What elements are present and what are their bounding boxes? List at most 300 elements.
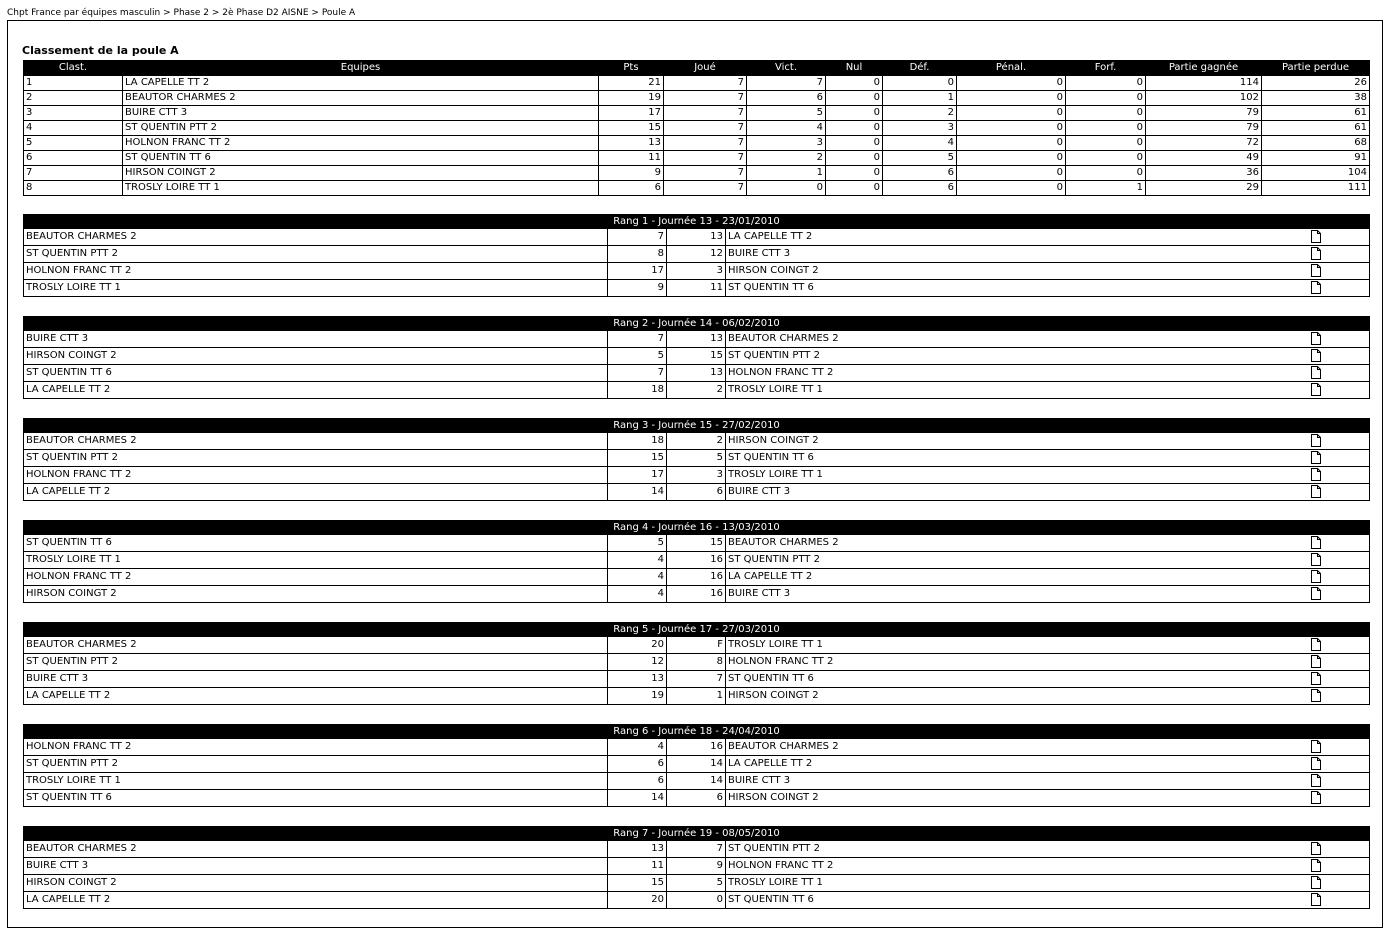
home-team[interactable]: ST QUENTIN TT 6 bbox=[24, 790, 608, 807]
document-icon[interactable] bbox=[1311, 655, 1321, 668]
round-table bbox=[23, 520, 1370, 603]
match-row bbox=[24, 484, 1370, 501]
home-team[interactable]: BEAUTOR CHARMES 2 bbox=[24, 229, 608, 246]
cell-wins: 2 bbox=[747, 151, 826, 166]
table-row bbox=[24, 106, 1370, 121]
cell-penalties: 0 bbox=[957, 106, 1066, 121]
away-score: 16 bbox=[667, 569, 726, 586]
home-score: 4 bbox=[608, 552, 667, 569]
home-team[interactable]: BUIRE CTT 3 bbox=[24, 858, 608, 875]
round-title: Rang 2 - Journée 14 - 06/02/2010 bbox=[24, 317, 1370, 331]
document-icon[interactable] bbox=[1311, 672, 1321, 685]
cell-forfeits: 0 bbox=[1066, 76, 1146, 91]
home-team[interactable]: HOLNON FRANC TT 2 bbox=[24, 739, 608, 756]
cell-penalties: 0 bbox=[957, 76, 1066, 91]
cell-sets-won: 79 bbox=[1146, 106, 1262, 121]
match-sheet-link[interactable] bbox=[1308, 739, 1370, 756]
away-score: 11 bbox=[667, 280, 726, 297]
match-sheet-link[interactable] bbox=[1308, 484, 1370, 501]
document-icon[interactable] bbox=[1311, 281, 1321, 294]
away-score: 5 bbox=[667, 875, 726, 892]
document-icon[interactable] bbox=[1311, 587, 1321, 600]
header-sets-lost: Partie perdue bbox=[1262, 61, 1370, 76]
document-icon[interactable] bbox=[1311, 740, 1321, 753]
cell-played: 7 bbox=[664, 121, 747, 136]
away-team[interactable]: LA CAPELLE TT 2 bbox=[726, 569, 1308, 586]
header-forfeits: Forf. bbox=[1066, 61, 1146, 76]
away-score: 8 bbox=[667, 654, 726, 671]
home-team[interactable]: BEAUTOR CHARMES 2 bbox=[24, 841, 608, 858]
away-team[interactable]: ST QUENTIN TT 6 bbox=[726, 892, 1308, 909]
match-row bbox=[24, 892, 1370, 909]
match-row bbox=[24, 263, 1370, 280]
cell-points: 17 bbox=[599, 106, 664, 121]
home-score: 11 bbox=[608, 858, 667, 875]
cell-team[interactable]: HOLNON FRANC TT 2 bbox=[123, 136, 599, 151]
cell-team[interactable]: LA CAPELLE TT 2 bbox=[123, 76, 599, 91]
cell-losses: 6 bbox=[883, 166, 957, 181]
document-icon[interactable] bbox=[1311, 757, 1321, 770]
header-penalties: Pénal. bbox=[957, 61, 1066, 76]
match-row bbox=[24, 756, 1370, 773]
match-sheet-link[interactable] bbox=[1308, 467, 1370, 484]
home-score: 15 bbox=[608, 875, 667, 892]
away-score: 0 bbox=[667, 892, 726, 909]
away-score: 16 bbox=[667, 739, 726, 756]
cell-draws: 0 bbox=[826, 166, 883, 181]
away-score: 16 bbox=[667, 552, 726, 569]
away-score: 13 bbox=[667, 229, 726, 246]
breadcrumb[interactable]: Chpt France par équipes masculin > Phase 2 > 2è Phase D2 AISNE > Poule A bbox=[7, 8, 356, 18]
cell-draws: 0 bbox=[826, 136, 883, 151]
cell-points: 11 bbox=[599, 151, 664, 166]
document-icon[interactable] bbox=[1311, 264, 1321, 277]
match-sheet-link[interactable] bbox=[1308, 875, 1370, 892]
match-sheet-link[interactable] bbox=[1308, 433, 1370, 450]
home-team[interactable]: ST QUENTIN PTT 2 bbox=[24, 246, 608, 263]
home-team[interactable]: ST QUENTIN TT 6 bbox=[24, 535, 608, 552]
match-row bbox=[24, 450, 1370, 467]
home-score: 17 bbox=[608, 263, 667, 280]
home-team[interactable]: HOLNON FRANC TT 2 bbox=[24, 569, 608, 586]
home-score: 13 bbox=[608, 841, 667, 858]
cell-played: 7 bbox=[664, 136, 747, 151]
match-row bbox=[24, 246, 1370, 263]
cell-played: 7 bbox=[664, 106, 747, 121]
document-icon[interactable] bbox=[1311, 842, 1321, 855]
cell-forfeits: 0 bbox=[1066, 136, 1146, 151]
match-row bbox=[24, 841, 1370, 858]
away-team[interactable]: ST QUENTIN TT 6 bbox=[726, 671, 1308, 688]
away-team[interactable]: LA CAPELLE TT 2 bbox=[726, 229, 1308, 246]
cell-penalties: 0 bbox=[957, 136, 1066, 151]
match-sheet-link[interactable] bbox=[1308, 331, 1370, 348]
home-score: 14 bbox=[608, 790, 667, 807]
home-score: 18 bbox=[608, 382, 667, 399]
cell-draws: 0 bbox=[826, 91, 883, 106]
cell-sets-lost: 104 bbox=[1262, 166, 1370, 181]
away-team[interactable]: BUIRE CTT 3 bbox=[726, 484, 1308, 501]
home-team[interactable]: HIRSON COINGT 2 bbox=[24, 875, 608, 892]
home-score: 17 bbox=[608, 467, 667, 484]
cell-forfeits: 0 bbox=[1066, 166, 1146, 181]
cell-penalties: 0 bbox=[957, 91, 1066, 106]
cell-rank: 4 bbox=[24, 121, 123, 136]
away-score: 6 bbox=[667, 484, 726, 501]
match-sheet-link[interactable] bbox=[1308, 671, 1370, 688]
match-sheet-link[interactable] bbox=[1308, 858, 1370, 875]
cell-sets-lost: 61 bbox=[1262, 121, 1370, 136]
cell-penalties: 0 bbox=[957, 166, 1066, 181]
home-score: 8 bbox=[608, 246, 667, 263]
home-team[interactable]: ST QUENTIN PTT 2 bbox=[24, 654, 608, 671]
document-icon[interactable] bbox=[1311, 689, 1321, 702]
home-team[interactable]: LA CAPELLE TT 2 bbox=[24, 688, 608, 705]
match-row bbox=[24, 858, 1370, 875]
home-score: 20 bbox=[608, 637, 667, 654]
home-score: 4 bbox=[608, 586, 667, 603]
match-row bbox=[24, 739, 1370, 756]
cell-wins: 3 bbox=[747, 136, 826, 151]
document-icon[interactable] bbox=[1311, 638, 1321, 651]
cell-played: 7 bbox=[664, 151, 747, 166]
home-score: 19 bbox=[608, 688, 667, 705]
cell-wins: 1 bbox=[747, 166, 826, 181]
match-row bbox=[24, 773, 1370, 790]
match-row bbox=[24, 875, 1370, 892]
header-team: Equipes bbox=[123, 61, 599, 76]
away-team[interactable]: ST QUENTIN TT 6 bbox=[726, 280, 1308, 297]
table-row bbox=[24, 136, 1370, 151]
match-sheet-link[interactable] bbox=[1308, 569, 1370, 586]
header-sets-won: Partie gagnée bbox=[1146, 61, 1262, 76]
match-sheet-link[interactable] bbox=[1308, 790, 1370, 807]
document-icon[interactable] bbox=[1311, 230, 1321, 243]
page-title: Classement de la poule A bbox=[22, 44, 179, 57]
match-sheet-link[interactable] bbox=[1308, 382, 1370, 399]
standings-table bbox=[23, 60, 1370, 196]
away-score: 12 bbox=[667, 246, 726, 263]
cell-forfeits: 0 bbox=[1066, 121, 1146, 136]
away-team[interactable]: TROSLY LOIRE TT 1 bbox=[726, 637, 1308, 654]
cell-losses: 1 bbox=[883, 91, 957, 106]
cell-played: 7 bbox=[664, 91, 747, 106]
match-sheet-link[interactable] bbox=[1308, 280, 1370, 297]
home-team[interactable]: ST QUENTIN PTT 2 bbox=[24, 756, 608, 773]
cell-wins: 5 bbox=[747, 106, 826, 121]
away-team[interactable]: LA CAPELLE TT 2 bbox=[726, 756, 1308, 773]
cell-points: 6 bbox=[599, 181, 664, 196]
round-table bbox=[23, 622, 1370, 705]
cell-points: 19 bbox=[599, 91, 664, 106]
home-score: 14 bbox=[608, 484, 667, 501]
home-score: 4 bbox=[608, 569, 667, 586]
cell-forfeits: 0 bbox=[1066, 91, 1146, 106]
away-team[interactable]: TROSLY LOIRE TT 1 bbox=[726, 875, 1308, 892]
cell-wins: 7 bbox=[747, 76, 826, 91]
header-rank: Clast. bbox=[24, 61, 123, 76]
match-sheet-link[interactable] bbox=[1308, 841, 1370, 858]
cell-forfeits: 0 bbox=[1066, 106, 1146, 121]
cell-rank: 1 bbox=[24, 76, 123, 91]
away-team[interactable]: ST QUENTIN PTT 2 bbox=[726, 552, 1308, 569]
match-sheet-link[interactable] bbox=[1308, 637, 1370, 654]
cell-played: 7 bbox=[664, 166, 747, 181]
away-team[interactable]: ST QUENTIN PTT 2 bbox=[726, 841, 1308, 858]
cell-wins: 4 bbox=[747, 121, 826, 136]
home-score: 5 bbox=[608, 535, 667, 552]
home-score: 7 bbox=[608, 229, 667, 246]
home-team[interactable]: TROSLY LOIRE TT 1 bbox=[24, 552, 608, 569]
away-score: 7 bbox=[667, 841, 726, 858]
header-played: Joué bbox=[664, 61, 747, 76]
home-score: 6 bbox=[608, 756, 667, 773]
round-table bbox=[23, 826, 1370, 909]
match-row bbox=[24, 637, 1370, 654]
cell-team[interactable]: BUIRE CTT 3 bbox=[123, 106, 599, 121]
cell-penalties: 0 bbox=[957, 151, 1066, 166]
cell-team[interactable]: TROSLY LOIRE TT 1 bbox=[123, 181, 599, 196]
match-row bbox=[24, 671, 1370, 688]
cell-points: 13 bbox=[599, 136, 664, 151]
away-score: 9 bbox=[667, 858, 726, 875]
cell-sets-won: 72 bbox=[1146, 136, 1262, 151]
cell-losses: 3 bbox=[883, 121, 957, 136]
away-score: F bbox=[667, 637, 726, 654]
cell-sets-won: 102 bbox=[1146, 91, 1262, 106]
away-team[interactable]: HIRSON COINGT 2 bbox=[726, 790, 1308, 807]
away-team[interactable]: BUIRE CTT 3 bbox=[726, 773, 1308, 790]
away-team[interactable]: HOLNON FRANC TT 2 bbox=[726, 365, 1308, 382]
home-score: 7 bbox=[608, 331, 667, 348]
home-score: 15 bbox=[608, 450, 667, 467]
match-sheet-link[interactable] bbox=[1308, 263, 1370, 280]
match-sheet-link[interactable] bbox=[1308, 348, 1370, 365]
away-score: 2 bbox=[667, 433, 726, 450]
cell-draws: 0 bbox=[826, 121, 883, 136]
home-team[interactable]: TROSLY LOIRE TT 1 bbox=[24, 773, 608, 790]
away-score: 3 bbox=[667, 263, 726, 280]
home-score: 12 bbox=[608, 654, 667, 671]
match-sheet-link[interactable] bbox=[1308, 365, 1370, 382]
round-table bbox=[23, 214, 1370, 297]
document-icon[interactable] bbox=[1311, 893, 1321, 906]
match-row bbox=[24, 229, 1370, 246]
header-losses: Déf. bbox=[883, 61, 957, 76]
table-row bbox=[24, 121, 1370, 136]
home-score: 20 bbox=[608, 892, 667, 909]
away-team[interactable]: HIRSON COINGT 2 bbox=[726, 433, 1308, 450]
table-row bbox=[24, 91, 1370, 106]
cell-draws: 0 bbox=[826, 106, 883, 121]
home-score: 4 bbox=[608, 739, 667, 756]
document-icon[interactable] bbox=[1311, 366, 1321, 379]
away-score: 15 bbox=[667, 535, 726, 552]
away-team[interactable]: BEAUTOR CHARMES 2 bbox=[726, 739, 1308, 756]
header-points: Pts bbox=[599, 61, 664, 76]
cell-team[interactable]: ST QUENTIN TT 6 bbox=[123, 151, 599, 166]
cell-team[interactable]: HIRSON COINGT 2 bbox=[123, 166, 599, 181]
cell-sets-lost: 111 bbox=[1262, 181, 1370, 196]
table-row bbox=[24, 76, 1370, 91]
home-team[interactable]: ST QUENTIN TT 6 bbox=[24, 365, 608, 382]
away-team[interactable]: BEAUTOR CHARMES 2 bbox=[726, 535, 1308, 552]
match-row bbox=[24, 348, 1370, 365]
cell-team[interactable]: ST QUENTIN PTT 2 bbox=[123, 121, 599, 136]
cell-points: 15 bbox=[599, 121, 664, 136]
cell-forfeits: 1 bbox=[1066, 181, 1146, 196]
match-row bbox=[24, 467, 1370, 484]
cell-forfeits: 0 bbox=[1066, 151, 1146, 166]
home-team[interactable]: HOLNON FRANC TT 2 bbox=[24, 467, 608, 484]
document-icon[interactable] bbox=[1311, 247, 1321, 260]
round-title: Rang 7 - Journée 19 - 08/05/2010 bbox=[24, 827, 1370, 841]
cell-losses: 2 bbox=[883, 106, 957, 121]
match-row bbox=[24, 382, 1370, 399]
cell-team[interactable]: BEAUTOR CHARMES 2 bbox=[123, 91, 599, 106]
home-score: 18 bbox=[608, 433, 667, 450]
home-team[interactable]: HIRSON COINGT 2 bbox=[24, 586, 608, 603]
document-icon[interactable] bbox=[1311, 332, 1321, 345]
cell-rank: 2 bbox=[24, 91, 123, 106]
away-team[interactable]: HOLNON FRANC TT 2 bbox=[726, 654, 1308, 671]
home-team[interactable]: LA CAPELLE TT 2 bbox=[24, 892, 608, 909]
document-icon[interactable] bbox=[1311, 451, 1321, 464]
away-team[interactable]: TROSLY LOIRE TT 1 bbox=[726, 382, 1308, 399]
cell-sets-won: 29 bbox=[1146, 181, 1262, 196]
cell-penalties: 0 bbox=[957, 121, 1066, 136]
home-team[interactable]: BUIRE CTT 3 bbox=[24, 671, 608, 688]
cell-sets-lost: 61 bbox=[1262, 106, 1370, 121]
cell-points: 9 bbox=[599, 166, 664, 181]
home-team[interactable]: BEAUTOR CHARMES 2 bbox=[24, 433, 608, 450]
cell-sets-won: 79 bbox=[1146, 121, 1262, 136]
away-team[interactable]: BUIRE CTT 3 bbox=[726, 246, 1308, 263]
cell-losses: 0 bbox=[883, 76, 957, 91]
home-team[interactable]: TROSLY LOIRE TT 1 bbox=[24, 280, 608, 297]
match-sheet-link[interactable] bbox=[1308, 654, 1370, 671]
cell-draws: 0 bbox=[826, 151, 883, 166]
header-wins: Vict. bbox=[747, 61, 826, 76]
cell-rank: 6 bbox=[24, 151, 123, 166]
cell-draws: 0 bbox=[826, 76, 883, 91]
round-title: Rang 1 - Journée 13 - 23/01/2010 bbox=[24, 215, 1370, 229]
home-team[interactable]: HIRSON COINGT 2 bbox=[24, 348, 608, 365]
cell-sets-lost: 38 bbox=[1262, 91, 1370, 106]
cell-rank: 5 bbox=[24, 136, 123, 151]
cell-played: 7 bbox=[664, 76, 747, 91]
cell-losses: 4 bbox=[883, 136, 957, 151]
home-team[interactable]: LA CAPELLE TT 2 bbox=[24, 484, 608, 501]
round-table bbox=[23, 316, 1370, 399]
document-icon[interactable] bbox=[1311, 774, 1321, 787]
document-icon[interactable] bbox=[1311, 876, 1321, 889]
cell-wins: 6 bbox=[747, 91, 826, 106]
away-score: 5 bbox=[667, 450, 726, 467]
document-icon[interactable] bbox=[1311, 859, 1321, 872]
round-table bbox=[23, 418, 1370, 501]
match-sheet-link[interactable] bbox=[1308, 773, 1370, 790]
away-team[interactable]: HIRSON COINGT 2 bbox=[726, 263, 1308, 280]
match-sheet-link[interactable] bbox=[1308, 586, 1370, 603]
home-score: 9 bbox=[608, 280, 667, 297]
cell-rank: 8 bbox=[24, 181, 123, 196]
cell-losses: 5 bbox=[883, 151, 957, 166]
cell-played: 7 bbox=[664, 181, 747, 196]
table-row bbox=[24, 151, 1370, 166]
match-sheet-link[interactable] bbox=[1308, 450, 1370, 467]
round-title: Rang 3 - Journée 15 - 27/02/2010 bbox=[24, 419, 1370, 433]
document-icon[interactable] bbox=[1311, 383, 1321, 396]
cell-points: 21 bbox=[599, 76, 664, 91]
cell-rank: 7 bbox=[24, 166, 123, 181]
away-team[interactable]: ST QUENTIN PTT 2 bbox=[726, 348, 1308, 365]
match-row bbox=[24, 552, 1370, 569]
away-team[interactable]: HOLNON FRANC TT 2 bbox=[726, 858, 1308, 875]
document-icon[interactable] bbox=[1311, 536, 1321, 549]
table-row bbox=[24, 181, 1370, 196]
home-team[interactable]: LA CAPELLE TT 2 bbox=[24, 382, 608, 399]
home-team[interactable]: BEAUTOR CHARMES 2 bbox=[24, 637, 608, 654]
document-icon[interactable] bbox=[1311, 468, 1321, 481]
away-score: 14 bbox=[667, 756, 726, 773]
match-sheet-link[interactable] bbox=[1308, 892, 1370, 909]
home-score: 13 bbox=[608, 671, 667, 688]
away-team[interactable]: BUIRE CTT 3 bbox=[726, 586, 1308, 603]
away-team[interactable]: BEAUTOR CHARMES 2 bbox=[726, 331, 1308, 348]
away-team[interactable]: TROSLY LOIRE TT 1 bbox=[726, 467, 1308, 484]
document-icon[interactable] bbox=[1311, 553, 1321, 566]
match-row bbox=[24, 790, 1370, 807]
document-icon[interactable] bbox=[1311, 434, 1321, 447]
away-team[interactable]: ST QUENTIN TT 6 bbox=[726, 450, 1308, 467]
match-row bbox=[24, 433, 1370, 450]
match-row bbox=[24, 688, 1370, 705]
document-icon[interactable] bbox=[1311, 791, 1321, 804]
match-sheet-link[interactable] bbox=[1308, 246, 1370, 263]
match-sheet-link[interactable] bbox=[1308, 229, 1370, 246]
match-row bbox=[24, 365, 1370, 382]
header-draws: Nul bbox=[826, 61, 883, 76]
home-team[interactable]: BUIRE CTT 3 bbox=[24, 331, 608, 348]
round-title: Rang 4 - Journée 16 - 13/03/2010 bbox=[24, 521, 1370, 535]
cell-wins: 0 bbox=[747, 181, 826, 196]
round-title: Rang 5 - Journée 17 - 27/03/2010 bbox=[24, 623, 1370, 637]
home-team[interactable]: ST QUENTIN PTT 2 bbox=[24, 450, 608, 467]
document-icon[interactable] bbox=[1311, 570, 1321, 583]
match-sheet-link[interactable] bbox=[1308, 535, 1370, 552]
cell-sets-won: 49 bbox=[1146, 151, 1262, 166]
document-icon[interactable] bbox=[1311, 485, 1321, 498]
cell-penalties: 0 bbox=[957, 181, 1066, 196]
match-sheet-link[interactable] bbox=[1308, 756, 1370, 773]
away-score: 7 bbox=[667, 671, 726, 688]
match-sheet-link[interactable] bbox=[1308, 552, 1370, 569]
away-score: 2 bbox=[667, 382, 726, 399]
match-row bbox=[24, 280, 1370, 297]
home-score: 5 bbox=[608, 348, 667, 365]
away-score: 3 bbox=[667, 467, 726, 484]
cell-draws: 0 bbox=[826, 181, 883, 196]
match-sheet-link[interactable] bbox=[1308, 688, 1370, 705]
away-score: 16 bbox=[667, 586, 726, 603]
cell-sets-lost: 91 bbox=[1262, 151, 1370, 166]
away-team[interactable]: HIRSON COINGT 2 bbox=[726, 688, 1308, 705]
home-team[interactable]: HOLNON FRANC TT 2 bbox=[24, 263, 608, 280]
standings-header-row bbox=[24, 61, 1370, 76]
document-icon[interactable] bbox=[1311, 349, 1321, 362]
cell-sets-won: 36 bbox=[1146, 166, 1262, 181]
